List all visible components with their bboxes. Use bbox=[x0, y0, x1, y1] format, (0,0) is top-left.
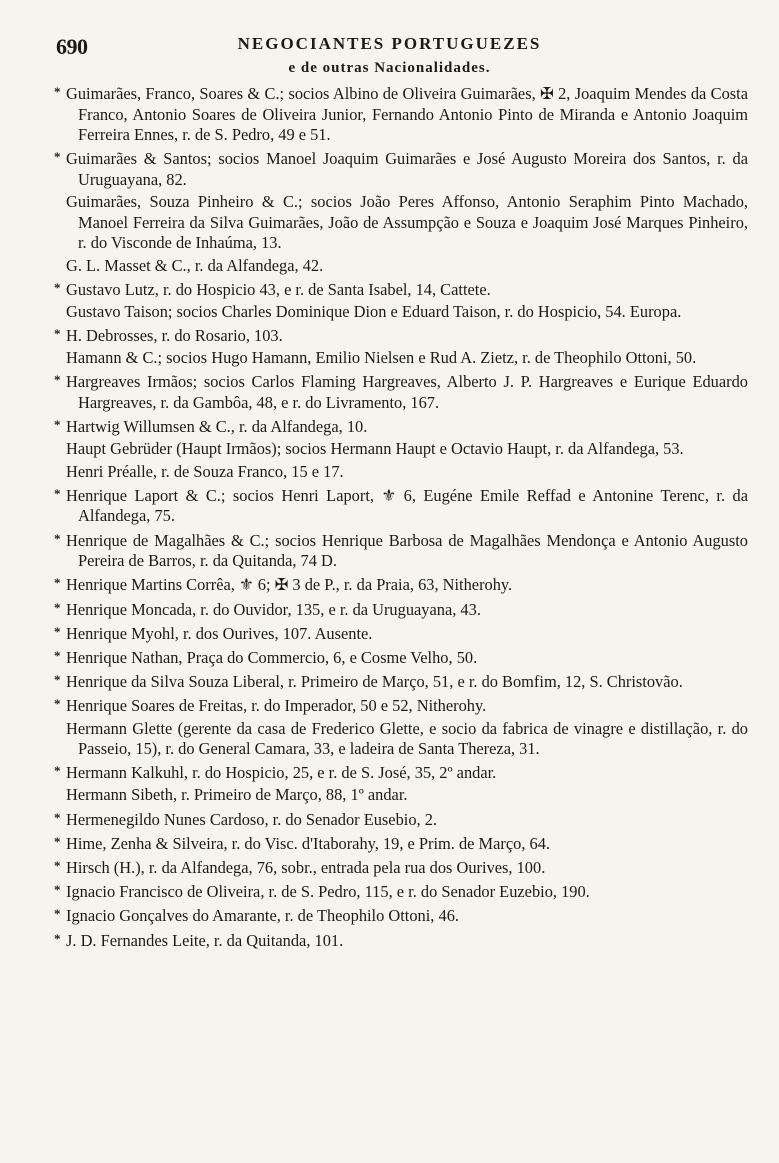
page-number: 690 bbox=[56, 34, 88, 59]
entry-mark: * bbox=[54, 326, 61, 342]
entry-mark: * bbox=[54, 930, 61, 946]
list-item bbox=[54, 880, 748, 903]
entry-text: Henrique Myohl, r. dos Ourives, 107. Ausente. bbox=[66, 623, 373, 643]
list-item bbox=[54, 192, 748, 254]
entry-text: Gustavo Taison; socios Charles Dominique Dion e Eduard Taison, r. do Hospicio, 54. Europa. bbox=[66, 301, 682, 321]
entry-mark: * bbox=[54, 417, 61, 433]
list-item bbox=[54, 147, 748, 190]
list-item bbox=[54, 302, 748, 323]
entry-text: Hermann Glette (gerente da casa de Frederico Glette, e socio da fabrica de vinagre e distillação, r. do Passeio, 15), r. do General Camara, 33, e ladeira de Santa Thereza, 31. bbox=[66, 718, 748, 759]
entry-text: Ignacio Francisco de Oliveira, r. de S. Pedro, 115, e r. do Senador Euzebio, 190. bbox=[66, 882, 590, 902]
list-item bbox=[54, 598, 748, 621]
entry-text: Henrique Nathan, Praça do Commercio, 6, e Cosme Velho, 50. bbox=[66, 647, 478, 667]
list-item bbox=[54, 529, 748, 572]
list-item bbox=[54, 761, 748, 784]
entry-mark: * bbox=[54, 84, 61, 99]
entry-text: Hirsch (H.), r. da Alfandega, 76, sobr., entrada pela rua dos Ourives, 100. bbox=[66, 858, 546, 878]
entry-mark: * bbox=[54, 672, 61, 688]
entry-text: Ignacio Gonçalves do Amarante, r. de Theophilo Ottoni, 46. bbox=[66, 906, 459, 926]
entry-mark: * bbox=[54, 809, 61, 825]
list-item bbox=[54, 256, 748, 277]
entry-text: Haupt Gebrüder (Haupt Irmãos); socios Hermann Haupt e Octavio Haupt, r. da Alfandega, 53. bbox=[66, 439, 684, 459]
entry-text: Hartwig Willumsen & C., r. da Alfandega, 10. bbox=[66, 417, 368, 437]
list-item bbox=[54, 348, 748, 369]
entry-text: Guimarães, Franco, Soares & C.; socios Albino de Oliveira Guimarães, ✠ 2, Joaquim Mendes da Costa Franco, Antonio Soares de Oliveira Junior, Fernando Antonio Pinto de Miranda e Antonio Joaquim Ferreira Ennes, r. de S. Pedro, 49 e 51. bbox=[66, 84, 748, 145]
entry-text: Hamann & C.; socios Hugo Hamann, Emilio Nielsen e Rud A. Zietz, r. de Theophilo Ottoni, 50. bbox=[66, 348, 697, 368]
entry-mark: * bbox=[54, 530, 61, 546]
list-item bbox=[54, 370, 748, 413]
entry-mark: * bbox=[54, 485, 61, 501]
entry-text: Gustavo Lutz, r. do Hospicio 43, e r. de Santa Isabel, 14, Cattete. bbox=[66, 279, 491, 299]
list-item bbox=[54, 82, 748, 146]
page-subtitle: e de outras Nacionalidades. bbox=[288, 60, 491, 76]
list-item bbox=[54, 462, 748, 483]
entry-mark: * bbox=[54, 149, 61, 165]
entry-mark: * bbox=[54, 858, 61, 874]
list-item bbox=[54, 694, 748, 717]
list-item bbox=[54, 646, 748, 669]
entry-text: J. D. Fernandes Leite, r. da Quitanda, 101. bbox=[66, 930, 344, 950]
entry-text: Henri Préalle, r. de Souza Franco, 15 e 17. bbox=[66, 461, 344, 481]
list-item bbox=[54, 439, 748, 460]
entry-mark: * bbox=[54, 906, 61, 922]
entry-text: Hargreaves Irmãos; socios Carlos Flaming Hargreaves, Alberto J. P. Hargreaves e Eurique Eduardo Hargreaves, r. da Gambôa, 48, e r. do Livramento, 167. bbox=[66, 372, 748, 413]
entry-mark: * bbox=[54, 696, 61, 712]
list-item bbox=[54, 856, 748, 879]
list-item bbox=[54, 324, 748, 347]
entry-text: Guimarães & Santos; socios Manoel Joaquim Guimarães e José Augusto Moreira dos Santos, r. da Uruguayana, 82. bbox=[66, 149, 748, 189]
list-item bbox=[54, 573, 748, 596]
list-item bbox=[54, 415, 748, 438]
entry-mark: * bbox=[54, 599, 61, 615]
list-item bbox=[54, 808, 748, 831]
entry-text: H. Debrosses, r. do Rosario, 103. bbox=[66, 326, 283, 346]
entry-text: Henrique Laport & C.; socios Henri Laport, ⚜ 6, Eugéne Emile Reffad e Antonine Terenc, r. da Alfandega, 75. bbox=[66, 485, 748, 526]
entry-mark: * bbox=[54, 623, 61, 639]
entries-list bbox=[54, 82, 748, 953]
entry-mark: * bbox=[54, 882, 61, 898]
entry-text: Guimarães, Souza Pinheiro & C.; socios João Peres Affonso, Antonio Seraphim Pinto Machado, Manoel Ferreira da Silva Guimarães, João de Assumpção e Souza e Joaquim José Marques Pinheiro, r. do Visconde de Inhaúma, 13. bbox=[66, 192, 748, 253]
list-item bbox=[54, 904, 748, 927]
entry-text: Hermann Sibeth, r. Primeiro de Março, 88, 1º andar. bbox=[66, 785, 408, 805]
entry-text: Henrique da Silva Souza Liberal, r. Primeiro de Março, 51, e r. do Bomfim, 12, S. Christovão. bbox=[66, 672, 683, 692]
list-item bbox=[54, 622, 748, 645]
list-item bbox=[54, 719, 748, 760]
entry-mark: * bbox=[54, 763, 61, 779]
list-item bbox=[54, 278, 748, 301]
entry-text: Henrique de Magalhães & C.; socios Henrique Barbosa de Magalhães Mendonça e Antonio Augusto Pereira de Barros, r. da Quitanda, 74 D. bbox=[66, 530, 748, 571]
entry-mark: * bbox=[54, 279, 61, 295]
list-item bbox=[54, 785, 748, 806]
entry-mark: * bbox=[54, 575, 61, 591]
list-item bbox=[54, 670, 748, 693]
entry-text: Henrique Martins Corrêa, ⚜ 6; ✠ 3 de P., r. da Praia, 63, Nitherohy. bbox=[66, 575, 513, 595]
entry-text: Hime, Zenha & Silveira, r. do Visc. d'Itaborahy, 19, e Prim. de Março, 64. bbox=[66, 833, 551, 853]
list-item bbox=[54, 484, 748, 527]
entry-text: Henrique Soares de Freitas, r. do Imperador, 50 e 52, Nitherohy. bbox=[66, 696, 487, 716]
entry-text: Henrique Moncada, r. do Ouvidor, 135, e r. da Uruguayana, 43. bbox=[66, 599, 481, 619]
entry-text: Hermenegildo Nunes Cardoso, r. do Senador Eusebio, 2. bbox=[66, 809, 437, 829]
entry-text: Hermann Kalkuhl, r. do Hospicio, 25, e r. de S. José, 35, 2º andar. bbox=[66, 763, 497, 783]
entry-mark: * bbox=[54, 372, 61, 388]
page-title: NEGOCIANTES PORTUGUEZES bbox=[237, 34, 542, 53]
entry-mark: * bbox=[54, 647, 61, 663]
entry-mark: * bbox=[54, 833, 61, 849]
list-item bbox=[54, 929, 748, 952]
list-item bbox=[54, 832, 748, 855]
entry-text: G. L. Masset & C., r. da Alfandega, 42. bbox=[66, 255, 324, 275]
